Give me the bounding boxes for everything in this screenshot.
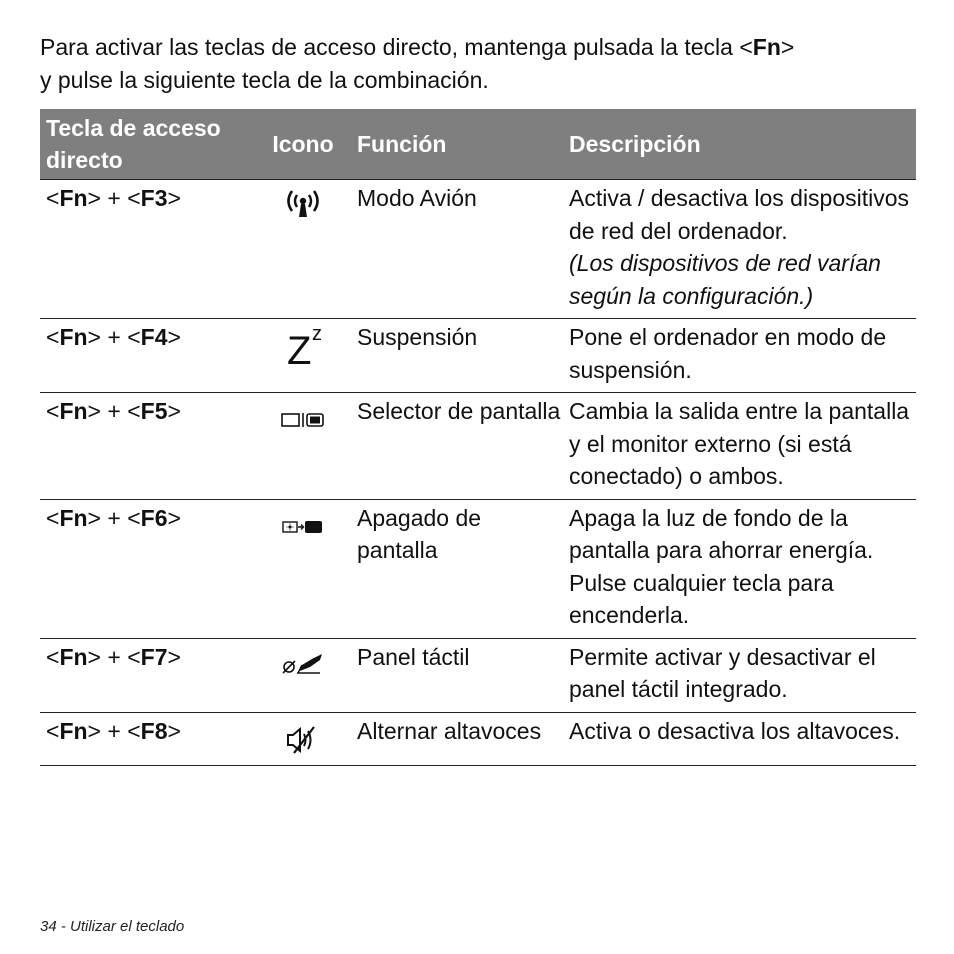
shortcut-cell — [40, 712, 255, 766]
table-row — [40, 319, 916, 393]
key-bracket-open: < — [127, 717, 141, 744]
intro-line1-prefix: Para activar las teclas de acceso directo, mantenga pulsada la tecla < — [40, 34, 753, 60]
description-text: Activa / desactiva los dispositivos de red del ordenador. — [569, 185, 910, 244]
table-row — [40, 499, 916, 638]
description-note: (Los dispositivos de red varían según la configuración.) — [569, 250, 881, 309]
speaker-toggle-icon — [280, 736, 326, 762]
table-row — [40, 393, 916, 500]
key-main: F5 — [140, 398, 168, 424]
function-cell: Panel táctil — [351, 638, 563, 712]
key-plus: + — [100, 324, 128, 350]
key-bracket-open: < — [127, 185, 141, 211]
intro-line2: y pulse la siguiente tecla de la combinación. — [40, 67, 489, 93]
icon-cell — [255, 712, 351, 766]
key-bracket-close: > — [167, 324, 181, 350]
key-modifier: Fn — [59, 398, 88, 424]
key-bracket-close: > — [87, 717, 101, 744]
function-cell: Selector de pantalla — [351, 393, 563, 500]
sleep-icon-big-z: Z — [287, 329, 312, 373]
airplane-mode-icon — [280, 201, 326, 227]
touchpad-toggle-icon — [280, 656, 326, 682]
shortcut-cell — [40, 638, 255, 712]
shortcut-cell — [40, 180, 255, 319]
icon-cell — [255, 393, 351, 500]
key-modifier: Fn — [59, 185, 88, 211]
key-bracket-close: > — [87, 398, 101, 424]
key-bracket-open: < — [46, 324, 60, 350]
key-bracket-close: > — [87, 185, 101, 211]
header-shortcut: Tecla de acceso directo — [40, 109, 255, 180]
key-main: F3 — [140, 185, 168, 211]
key-plus: + — [100, 504, 128, 531]
icon-cell — [255, 638, 351, 712]
table-row — [40, 712, 916, 766]
description-cell — [563, 180, 916, 319]
key-plus: + — [100, 398, 128, 424]
icon-cell — [255, 319, 351, 393]
table-header-row — [40, 109, 916, 180]
display-switch-icon — [280, 408, 326, 434]
function-cell: Apagado de pantalla — [351, 499, 563, 638]
key-plus: + — [100, 717, 128, 744]
icon-cell — [255, 180, 351, 319]
key-modifier: Fn — [59, 643, 88, 670]
key-bracket-open: < — [127, 643, 141, 670]
function-cell: Suspensión — [351, 319, 563, 393]
key-bracket-open: < — [46, 398, 60, 424]
shortcut-cell — [40, 393, 255, 500]
key-modifier: Fn — [59, 324, 88, 350]
key-bracket-close: > — [87, 643, 101, 670]
key-bracket-close: > — [167, 717, 181, 744]
description-cell: Pone el ordenador en modo de suspensión. — [563, 319, 916, 393]
key-bracket-close: > — [87, 324, 101, 350]
key-bracket-close: > — [167, 643, 181, 670]
key-main: F6 — [140, 504, 168, 531]
hotkey-table — [40, 109, 916, 766]
function-cell: Modo Avión — [351, 180, 563, 319]
description-cell: Activa o desactiva los altavoces. — [563, 712, 916, 766]
key-bracket-open: < — [46, 717, 60, 744]
key-bracket-open: < — [127, 398, 141, 424]
key-bracket-close: > — [167, 504, 181, 531]
key-main: F7 — [140, 643, 168, 670]
sleep-icon — [281, 323, 325, 373]
function-cell: Alternar altavoces — [351, 712, 563, 766]
display-off-icon — [280, 515, 326, 541]
key-main: F4 — [140, 324, 168, 350]
header-description: Descripción — [563, 109, 916, 180]
intro-key-fn: Fn — [752, 34, 781, 60]
key-bracket-close: > — [167, 398, 181, 424]
description-cell: Apaga la luz de fondo de la pantalla para ahorrar energía. Pulse cualquier tecla para encenderla. — [563, 499, 916, 638]
key-plus: + — [100, 185, 128, 211]
key-bracket-close: > — [87, 504, 101, 531]
shortcut-cell — [40, 499, 255, 638]
description-cell: Permite activar y desactivar el panel táctil integrado. — [563, 638, 916, 712]
table-row — [40, 638, 916, 712]
key-modifier: Fn — [59, 717, 88, 744]
key-plus: + — [100, 643, 128, 670]
key-bracket-open: < — [46, 185, 60, 211]
intro-line1-suffix: > — [780, 34, 795, 60]
header-function: Función — [351, 109, 563, 180]
key-bracket-open: < — [127, 504, 141, 531]
icon-cell — [255, 499, 351, 638]
key-bracket-open: < — [127, 324, 141, 350]
key-bracket-open: < — [46, 643, 60, 670]
key-bracket-open: < — [46, 504, 60, 531]
header-icon: Icono — [255, 109, 351, 180]
key-main: F8 — [140, 717, 168, 744]
table-row — [40, 180, 916, 319]
shortcut-cell — [40, 319, 255, 393]
key-modifier: Fn — [59, 504, 88, 531]
page-footer: 34 - Utilizar el teclado — [40, 918, 185, 935]
key-bracket-close: > — [167, 185, 181, 211]
intro-paragraph — [40, 31, 930, 97]
description-cell: Cambia la salida entre la pantalla y el monitor externo (si está conectado) o ambos. — [563, 393, 916, 500]
sleep-icon-small-z: z — [312, 323, 322, 345]
